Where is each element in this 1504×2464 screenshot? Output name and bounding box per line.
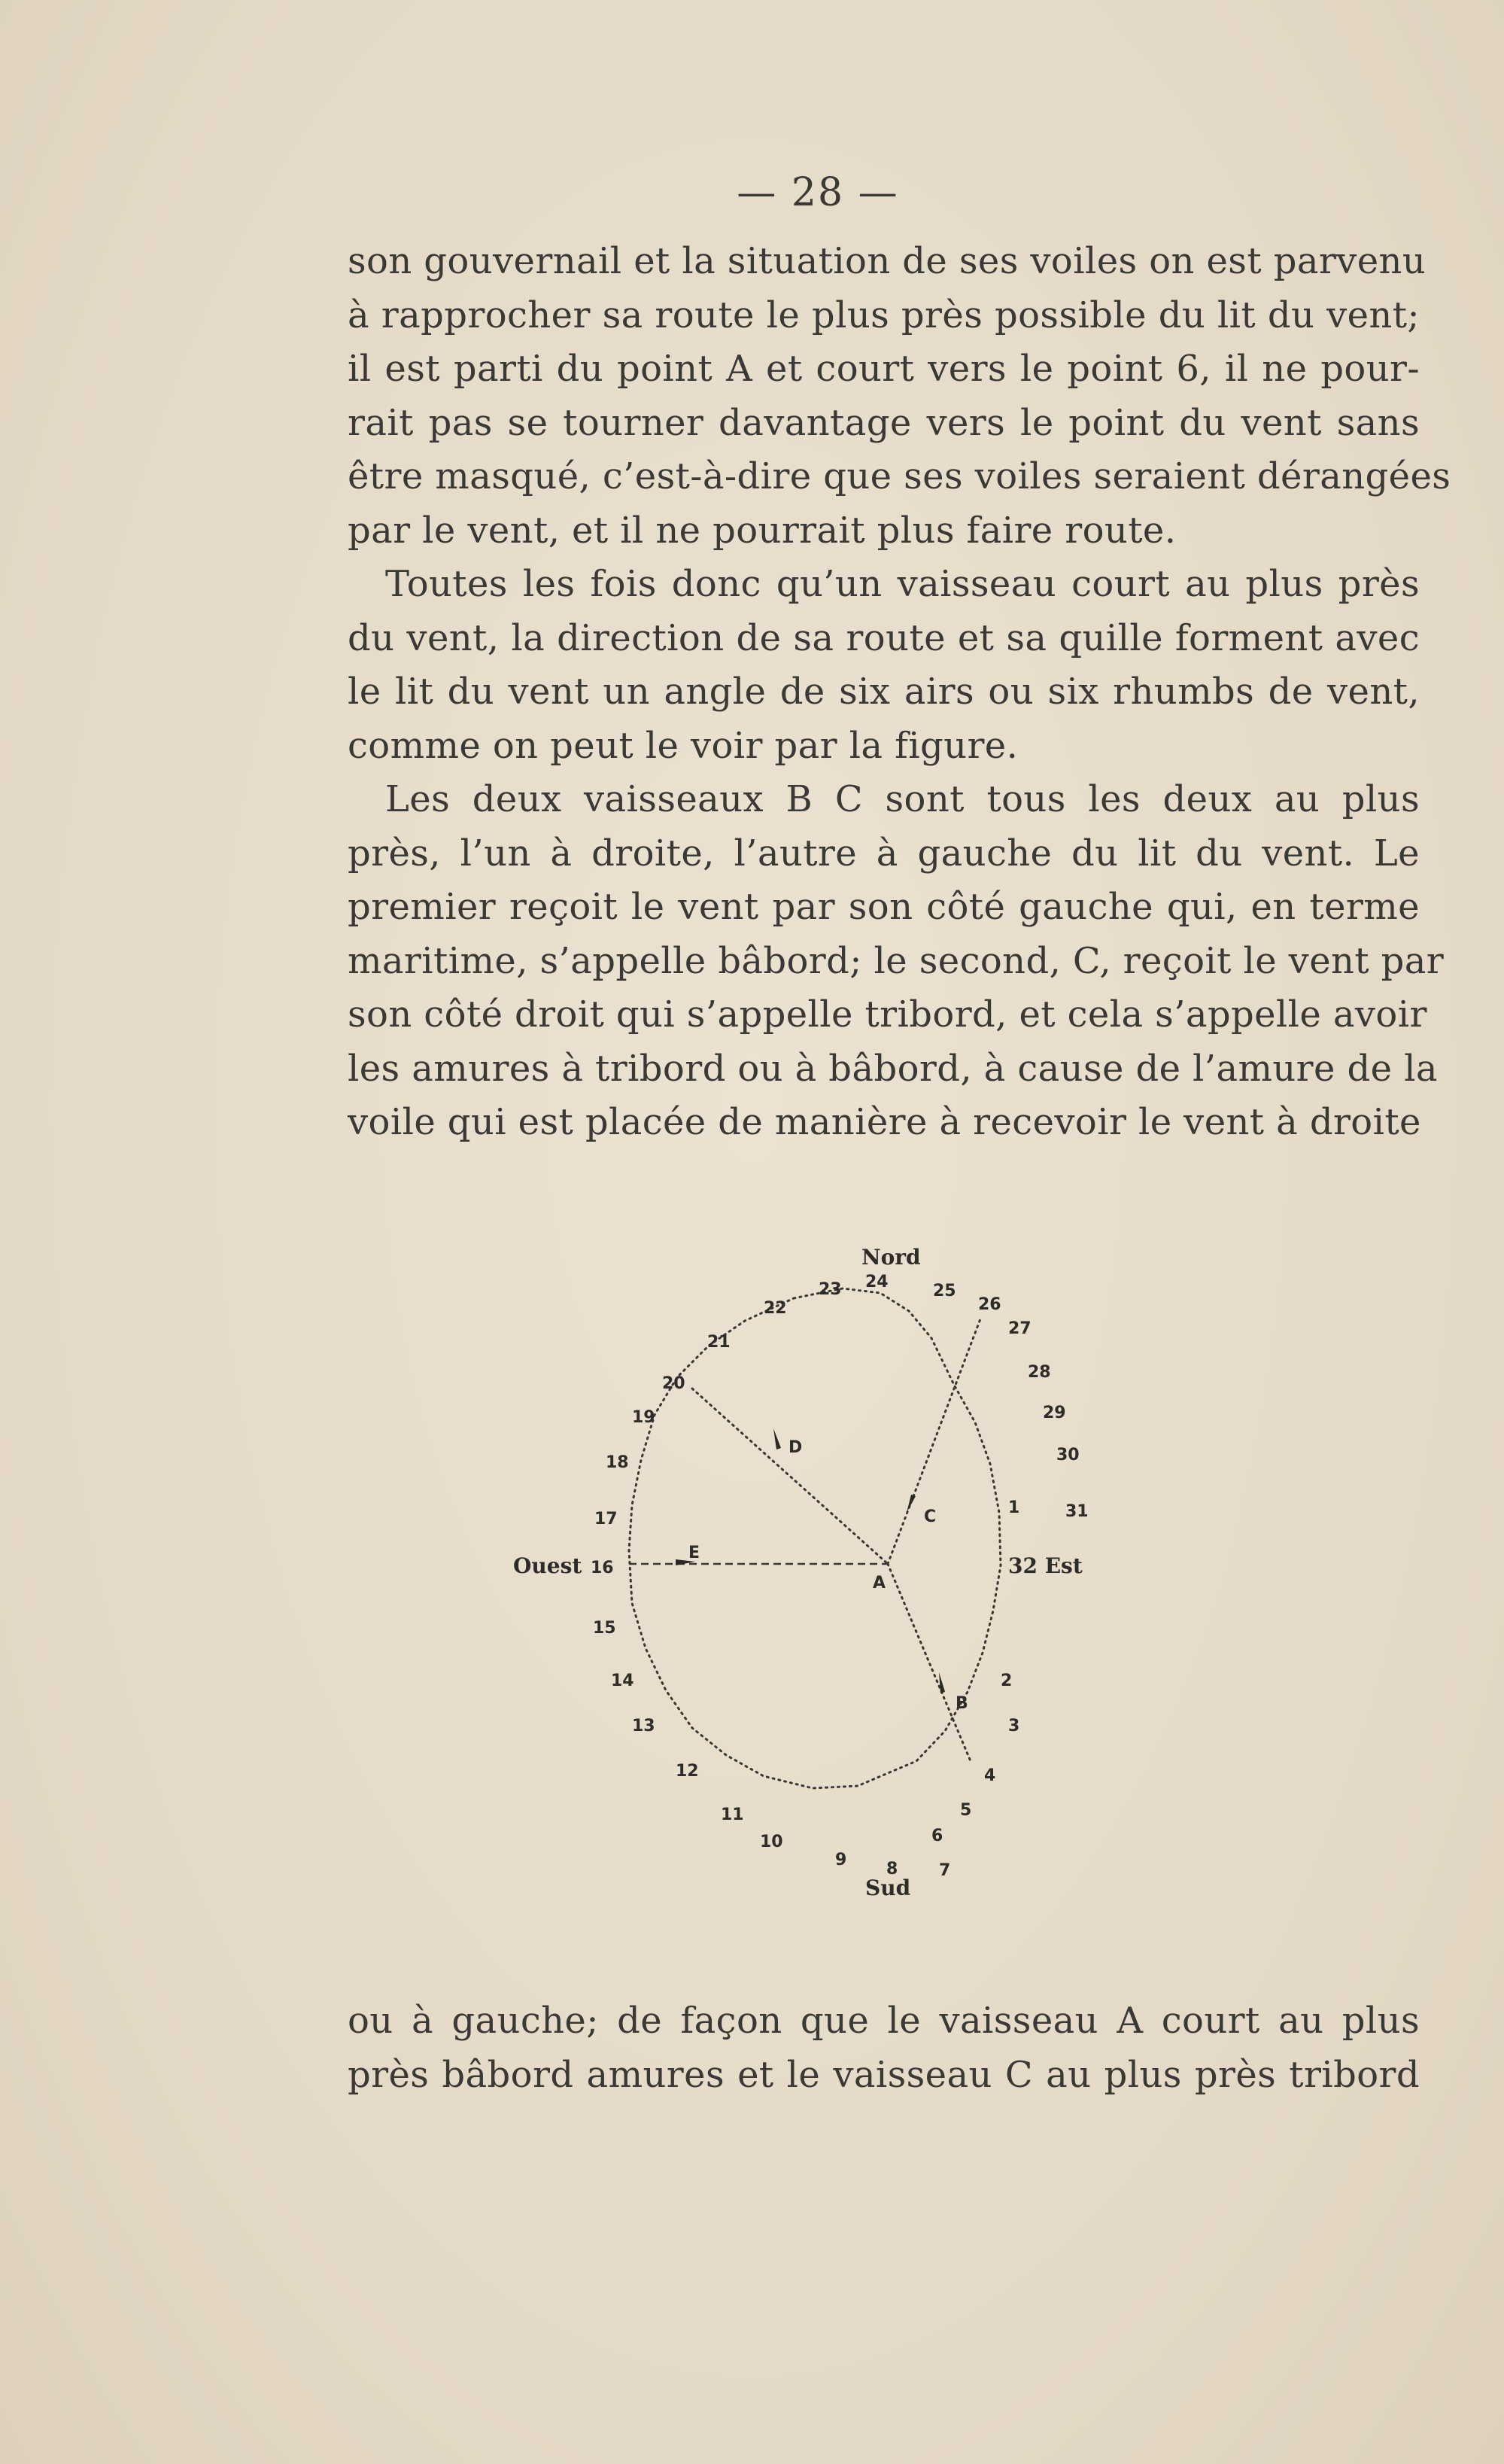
rhumb-27: 27 xyxy=(1008,1319,1032,1338)
rhumb-11: 11 xyxy=(721,1805,744,1824)
label-ship-a: A xyxy=(873,1574,886,1592)
rhumb-24: 24 xyxy=(865,1273,889,1291)
text-line: près bâbord amures et le vaisseau C au plus près tribord xyxy=(348,2053,1420,2096)
text-line: du vent, la direction de sa route et sa quille forment avec xyxy=(348,616,1420,659)
rhumb-14: 14 xyxy=(611,1672,634,1690)
rhumb-16: 16 xyxy=(591,1559,614,1577)
ship-c xyxy=(907,1495,916,1513)
rhumb-25: 25 xyxy=(933,1282,956,1300)
rhumb-3: 3 xyxy=(1008,1717,1020,1735)
rhumb-23: 23 xyxy=(819,1280,842,1299)
text-line: son côté droit qui s’appelle tribord, et cela s’appelle avoir xyxy=(348,993,1427,1036)
rhumb-4: 4 xyxy=(984,1766,996,1785)
text-line: les amures à tribord ou à bâbord, à cause de l’amure de la xyxy=(348,1047,1438,1090)
rhumb-17: 17 xyxy=(594,1510,618,1529)
text-line: ou à gauche; de façon que le vaisseau A court au plus xyxy=(348,2000,1420,2042)
label-ship-e: E xyxy=(688,1544,700,1562)
label-ship-d: D xyxy=(788,1438,803,1457)
paragraph-bottom xyxy=(348,1994,1420,2102)
rhumb-30: 30 xyxy=(1056,1446,1080,1465)
rhumb-ring xyxy=(629,1288,1001,1788)
rhumb-18: 18 xyxy=(606,1453,629,1472)
text-line: il est parti du point A et court vers le point 6, il ne pour- xyxy=(348,348,1420,390)
rhumb-21: 21 xyxy=(707,1333,731,1352)
text-line: près, l’un à droite, l’autre à gauche du lit du vent. Le xyxy=(348,832,1420,875)
text-line: premier reçoit le vent par son côté gauche qui, en terme xyxy=(348,886,1420,928)
page-number: — 28 — xyxy=(737,170,899,215)
label-north: Nord xyxy=(861,1245,921,1270)
text-line: Toutes les fois donc qu’un vaisseau court au plus près xyxy=(385,563,1420,605)
compass-rose-figure xyxy=(482,1234,1279,1912)
text-line: à rapprocher sa route le plus près possible du lit du vent; xyxy=(348,294,1420,336)
label-east: 32 Est xyxy=(1008,1553,1083,1578)
rhumb-7: 7 xyxy=(939,1861,951,1880)
rhumb-19: 19 xyxy=(632,1408,655,1427)
rhumb-8: 8 xyxy=(886,1860,898,1878)
rhumb-5: 5 xyxy=(960,1801,972,1820)
rhumb-28: 28 xyxy=(1028,1363,1051,1382)
rhumb-26: 26 xyxy=(978,1295,1001,1314)
rhumb-31: 31 xyxy=(1065,1502,1089,1521)
text-line: être masqué, c’est-à-dire que ses voiles seraient dérangées xyxy=(348,455,1451,497)
rhumb-22: 22 xyxy=(764,1299,787,1318)
paragraph-top xyxy=(348,235,1451,1150)
ship-d xyxy=(773,1428,781,1450)
text-line: son gouvernail et la situation de ses voiles on est parvenu xyxy=(348,240,1427,282)
course-line-d xyxy=(692,1389,888,1564)
course-line-b xyxy=(888,1564,971,1761)
rhumb-2: 2 xyxy=(1001,1672,1013,1690)
text-line: comme on peut le voir par la figure. xyxy=(348,724,1019,767)
rhumb-13: 13 xyxy=(632,1717,655,1735)
rhumb-10: 10 xyxy=(760,1833,783,1851)
label-west: Ouest xyxy=(513,1553,582,1578)
ship-b xyxy=(939,1672,945,1693)
label-ship-b: B xyxy=(956,1694,968,1713)
rhumb-15: 15 xyxy=(593,1619,616,1638)
text-line: maritime, s’appelle bâbord; le second, C, reçoit le vent par xyxy=(348,939,1445,982)
compass-rose-diagram xyxy=(482,1234,1279,1912)
rhumb-29: 29 xyxy=(1043,1404,1066,1422)
rhumb-1: 1 xyxy=(1008,1498,1020,1517)
text-line: Les deux vaisseaux B C sont tous les deux au plus xyxy=(385,778,1420,820)
rhumb-12: 12 xyxy=(676,1762,699,1781)
text-line: rait pas se tourner davantage vers le point du vent sans xyxy=(348,401,1420,444)
label-ship-c: C xyxy=(924,1507,937,1526)
course-line-c xyxy=(888,1317,981,1564)
text-line: le lit du vent un angle de six airs ou six rhumbs de vent, xyxy=(348,671,1420,713)
text-line: par le vent, et il ne pourrait plus faire route. xyxy=(348,509,1177,552)
rhumb-9: 9 xyxy=(835,1851,847,1869)
rhumb-20: 20 xyxy=(662,1374,685,1393)
rhumb-6: 6 xyxy=(931,1827,943,1845)
text-line: voile qui est placée de manière à recevoir le vent à droite xyxy=(348,1101,1421,1143)
label-south: Sud xyxy=(865,1875,911,1900)
